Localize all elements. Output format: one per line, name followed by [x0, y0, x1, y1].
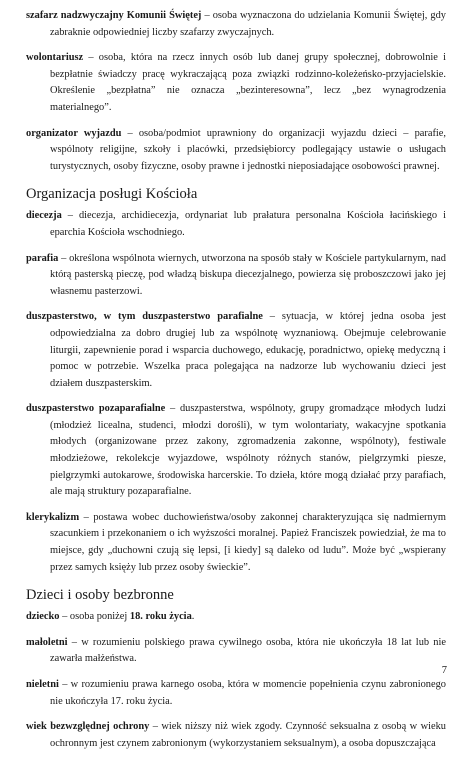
section-heading: Organizacja posługi Kościoła	[26, 186, 198, 203]
term: parafia	[26, 252, 59, 264]
term: duszpasterstwo, w tym duszpasterstwo parafialne	[26, 311, 263, 323]
page-number: 7	[441, 665, 447, 676]
term: wiek bezwzględnej ochrony	[26, 721, 150, 733]
term: małoletni	[26, 636, 68, 648]
definition: – osoba, która na rzecz innych osób lub danej grupy społecznej, dobrowolnie i bezpłatnie świadczy pracę wykraczającą poza związki rodzinno-koleżeńsko-przyjacielskie. Określenie „bezpłatna” nie oznacza „bezinteresowna”, lecz „bez wynagrodzenia materialnego”.	[50, 52, 446, 113]
definition-entry	[26, 677, 446, 710]
definition: – określona wspólnota wiernych, utworzona na sposób stały w Kościele partykularnym, nad którą pasterską pieczę, pod władzą biskupa diecezjalnego, powierza się proboszczowi jako jej własnemu pasterzowi.	[50, 252, 446, 297]
term: diecezja	[26, 210, 62, 222]
term: dziecko	[26, 611, 60, 623]
definition: – osoba/podmiot uprawniony do organizacji wyjazdu dzieci – parafie, wspólnoty religijne, szkoły i placówki, przedsiębiorcy podlegający ustawie o usługach turystycznych, osoby fizyczne, osoby prawne i jednostki nieposiadające osobowości prawnej.	[50, 127, 446, 172]
definition-entry	[26, 609, 446, 626]
definition-entry	[26, 8, 446, 41]
definition: – diecezja, archidiecezja, ordynariat lub prałatura personalna Kościoła łacińskiego i eparchia Kościoła wschodniego.	[50, 210, 446, 238]
term: duszpasterstwo pozaparafialne	[26, 403, 166, 415]
definition: – osoba wyznaczona do udzielania Komunii Świętej, gdy zabraknie odpowiedniej liczby szafarzy zwyczajnych.	[50, 10, 446, 38]
definition-entry	[26, 50, 446, 116]
document-page	[26, 8, 446, 761]
definition-entry	[26, 635, 446, 668]
definition: – osoba poniżej	[59, 611, 130, 623]
definition-entry	[26, 309, 446, 392]
definition-entry	[26, 208, 446, 241]
term: organizator wyjazdu	[26, 127, 122, 139]
definition-emphasis: 18. roku życia	[129, 611, 192, 623]
definition: – w rozumieniu prawa karnego osoba, która w momencie popełnienia czynu zabronionego nie ukończyła 17. roku życia.	[50, 679, 446, 707]
definition: – w rozumieniu polskiego prawa cywilnego osoba, która nie ukończyła 18 lat lub nie zawarła małżeństwa.	[50, 636, 446, 665]
term: klerykalizm	[26, 511, 80, 523]
definition-entry	[26, 126, 446, 176]
definition: – postawa wobec duchowieństwa/osoby zakonnej charakteryzująca się nadmiernym szacunkiem i przekonaniem o ich wyższości moralnej. Papież Franciszek powiedział, że ma to miejsce, gdy „duchowni czują się lepsi, [i kiedy] są daleko od ludu”. Może być „wspierany przez samych księży lub przez osoby świeckie”.	[50, 511, 446, 573]
term: nieletni	[26, 679, 59, 690]
section-heading: Dzieci i osoby bezbronne	[26, 587, 174, 604]
definition: – sytuacja, w której jedna osoba jest odpowiedzialna za dobro drugiej lub za wspólnotę wyznaniową. Obejmuje celebrowanie liturgii, zapewnienie porad i wsparcia duchowego, edukację, poradnictwo, opiekę medyczną i pomoc w potrzebie. Wszelka praca polegająca na nadzorze lub wychowaniu dzieci jest działem duszpasterskim.	[50, 311, 447, 389]
definition: – wiek niższy niż wiek zgody. Czynność seksualna z osobą w wieku ochronnym jest czynem zabronionym (wykorzystaniem seksualnym), a osoba dopuszczająca	[50, 721, 446, 749]
term: wolontariusz	[26, 52, 84, 64]
definition-end: .	[191, 611, 195, 623]
definition-entry	[26, 251, 446, 301]
definition-entry	[26, 719, 446, 752]
definition: – duszpasterstwa, wspólnoty, grupy gromadzące młodych ludzi (młodzież licealna, studenci, młodzi dorośli), w tym wolontariaty, wakacyjne spotkania młodych (organizowane przez zakony, zgromadzenia zakonne, wspólnoty), festiwale młodzieżowe, rekolekcje wyjazdowe, wspólnoty różnych stanów, pielgrzymki piesze, pielgrzymki autokarowe, środowiska harcerskie. To dzieła, które mogą działać przy parafiach, ale mają struktury pozaparafialne.	[50, 403, 446, 498]
term: szafarz nadzwyczajny Komunii Świętej	[26, 10, 202, 21]
definition-entry	[26, 401, 446, 501]
definition-entry	[26, 510, 446, 576]
